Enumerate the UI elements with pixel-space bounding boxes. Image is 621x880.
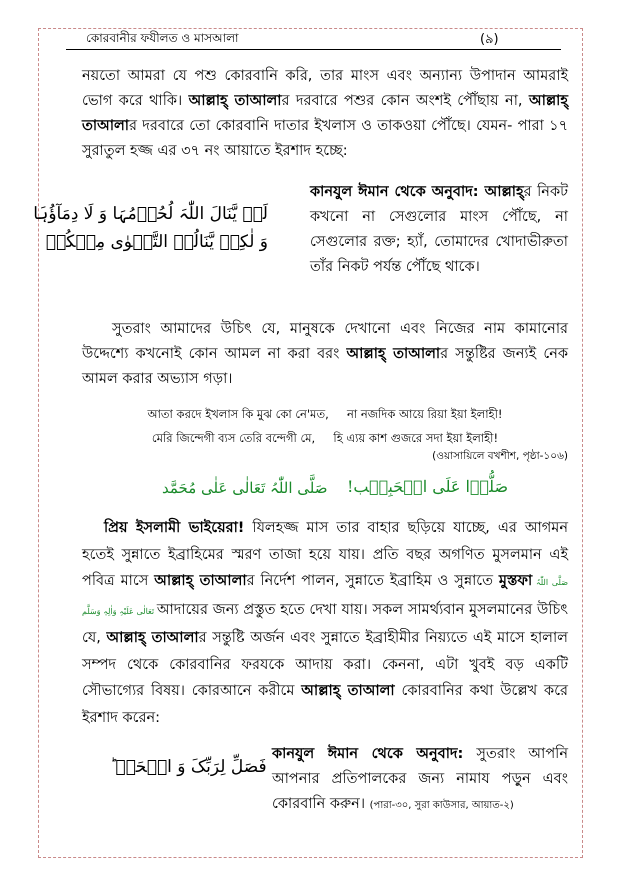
poem-source: (ওয়াসায়িলে বখশীশ, পৃষ্ঠা-১০৬) xyxy=(432,450,568,462)
emphasis-allah: আল্লাহ্ তাআলা xyxy=(346,346,441,362)
poem-line-2: মেরি জিন্দেগী ব্যস তেরি বন্দেগী মে, হি এ্যয় কাশ গুজরে সদা ইয়া ইলাহী! xyxy=(151,431,499,445)
page-number: (৯) xyxy=(480,32,499,47)
emphasis-mustafa: মুস্তফা xyxy=(498,573,533,589)
quran-verse-2: فَصَلِّ لِرَبِّکَ وَ انۡحَرۡ ؕ xyxy=(110,757,267,777)
header-title: কোরবানীর ফযীলত ও মাসআলা xyxy=(86,31,239,45)
translation-2: কানযুল ঈমান থেকে অনুবাদ: সুতরাং আপনি আপনার প্রতিপালকের জন্য নামায পড়ুন এবং কোরবানি করুন। (পারা-৩০, সুরা কাউসার, আয়াত-২) xyxy=(272,746,568,812)
salawat-response: صَلَّی اللّٰہُ تَعَالٰی عَلٰی مُحَمَّد xyxy=(162,479,328,497)
salawat-call: صَلُّوۡا عَلَی الۡحَبِیۡب! xyxy=(347,477,509,496)
durood-inline: صَلَّی اللّٰہُ تَعَالٰی عَلَیْہِ وَاٰلِہٖ وَسَلَّم xyxy=(82,578,568,616)
paragraph-1: নয়তো আমরা যে পশু কোরবানি করি, তার মাংস এবং অন্যান্য উপাদান আমরাই ভোগ করে থাকি। আল্লাহ্ তাআলার দরবারে পশুর কোন অংশই পৌঁছায় না, আল্লাহ্ তাআলার দরবারে তো কোরবানি দাতার ইখলাস ও তাকওয়া পৌঁছে। যেমন- পারা ১৭ সুরাতুল হজ্জ এর ৩৭ নং আয়াতে ইরশাদ হচ্ছে: xyxy=(82,68,568,159)
emphasis-allah: আল্লাহ্ তাআলা xyxy=(154,573,247,589)
poem xyxy=(82,402,568,450)
paragraph-2: সুতরাং আমাদের উচিৎ যে, মানুষকে দেখানো এবং নিজের নাম কামানোর উদ্দেশ্যে কখনোই কোন আমল না করা বরং আল্লাহ্ তাআলার সন্তুষ্টির জন্যই নেক আমল করার অভ্যাস গড়া। xyxy=(82,321,568,387)
emphasis-allah: আল্লাহ্ তাআলা xyxy=(106,630,199,646)
emphasis-allah: আল্লাহ্ তাআলা xyxy=(188,93,282,109)
translation-1: কানযুল ঈমান থেকে অনুবাদ: আল্লাহ্র নিকট কখনো না সেগুলোর মাংস পৌঁছে, না সেগুলোর রক্ত; হ্যাঁ, তোমাদের খোদাভীরুতা তাঁর নিকট পর্যন্ত পৌঁছে থাকে। xyxy=(310,184,568,275)
translation-label: কানযুল ঈমান থেকে অনুবাদ: xyxy=(272,746,464,762)
paragraph-3: প্রিয় ইসলামী ভাইয়েরা! যিলহজ্জ মাস তার বাহার ছড়িয়ে যাচ্ছে, এর আগমন হতেই সুন্নাতে ইব্রাহিমের স্মরণ তাজা হয়ে যায়। প্রতি বছর অগণিত মুসলমান এই পবিত্র মাসে আল্লাহ্ তাআলার নির্দেশ পালন, সুন্নাতে ইব্রাহিম ও সুন্নাতে মুস্তফা صَلَّی اللّٰہُ تَعَالٰی عَلَیْہِ وَاٰلِہٖ وَسَلَّم আদায়ের জন্য প্রস্তুত হতে দেখা যায়। সকল সামর্থ্যবান মুসলমানের উচিৎ যে, আল্লাহ্ তাআলার সন্তুষ্টি অর্জন এবং সুন্নাতে ইব্রাহীমীর নিয়্যতে এই মাসে হালাল সম্পদ থেকে কোরবানির ফরযকে আদায় করা। কেননা, এটা খুবই বড় একটি সৌভাগ্যের বিষয়। কোরআনে করীমে আল্লাহ্ তাআলা কোরবানির কথা উল্লেখ করে ইরশাদ করেন: xyxy=(82,520,569,726)
header-divider xyxy=(66,49,561,50)
emphasis-allah: আল্লাহ্ তাআলা xyxy=(301,683,395,699)
translation-label: কানযুল ঈমান থেকে অনুবাদ: xyxy=(310,184,485,200)
quran-verse-1: لَنۡ یَّنَالَ اللّٰہَ لُحُوۡمُہَا وَ لَا دِمَآؤُہَا وَ لٰکِنۡ یَّنَالُہُ التَّقۡوٰی مِنۡکُمۡ xyxy=(33,204,268,252)
emphasis-allah: আল্লাহ্ তাআলা xyxy=(82,93,568,134)
poem-line-1: আতা করদে ইখলাস কি মুঝ কো নে'মত, না নজদিক আয়ে রিয়া ইয়া ইলাহী! xyxy=(147,407,503,421)
greeting: প্রিয় ইসলামী ভাইয়েরা! xyxy=(104,520,245,536)
verse-reference: (পারা-৩০, সুরা কাউসার, আয়াত-২) xyxy=(369,800,514,811)
